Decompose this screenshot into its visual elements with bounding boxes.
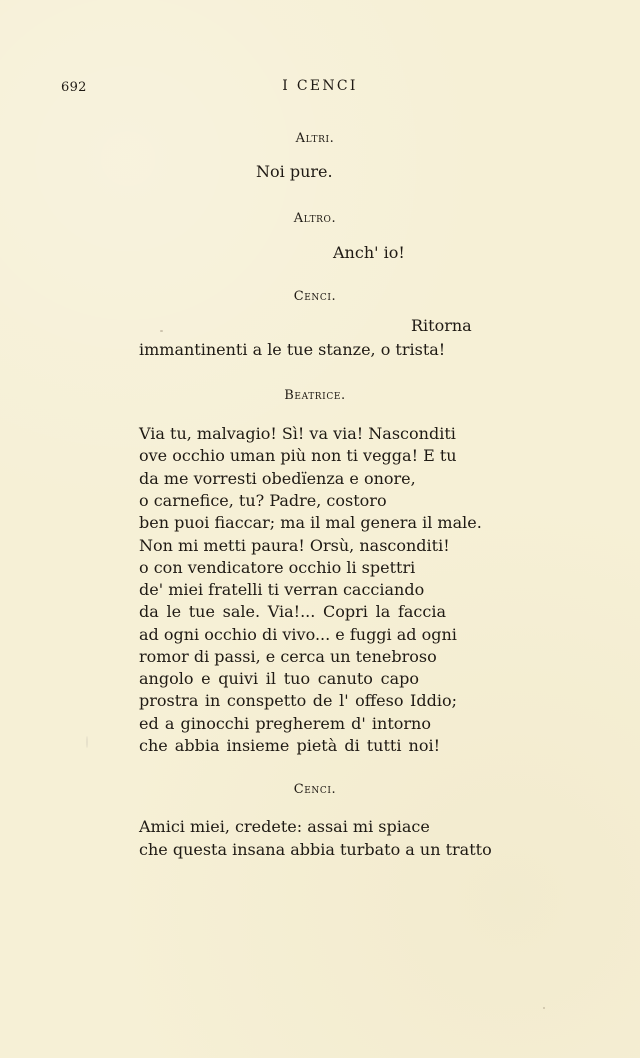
beatrice-line: da me vorresti obedïenza e onore, — [139, 469, 416, 488]
paper-speck — [543, 1007, 545, 1009]
line-anch-io: Anch' io! — [333, 243, 405, 262]
beatrice-line: prostra in conspetto de l' offeso Iddio; — [139, 691, 457, 710]
speaker-altri: Altri. — [295, 131, 335, 146]
beatrice-line: o carnefice, tu? Padre, costoro — [139, 491, 387, 510]
cenci-line: che questa insana abbia turbato a un tratto — [139, 840, 492, 859]
beatrice-line: da le tue sale. Via!... Copri la faccia — [139, 602, 446, 621]
beatrice-line: ed a ginocchi pregherem d' intorno — [139, 714, 431, 733]
line-noi-pure: Noi pure. — [256, 162, 333, 181]
beatrice-line: ad ogni occhio di vivo... e fuggi ad ogni — [139, 625, 457, 644]
beatrice-line: o con vendicatore occhio li spettri — [139, 558, 416, 577]
page-number: 692 — [61, 80, 87, 95]
speaker-cenci-1: Cenci. — [293, 289, 337, 304]
beatrice-line: angolo e quivi il tuo canuto capo — [139, 669, 419, 688]
running-title: I CENCI — [282, 78, 358, 94]
beatrice-line: Non mi metti paura! Orsù, nasconditi! — [139, 536, 450, 555]
beatrice-line: romor di passi, e cerca un tenebroso — [139, 647, 437, 666]
line-ritorna: Ritorna — [411, 316, 472, 335]
speaker-beatrice: Beatrice. — [284, 388, 346, 403]
paper-mark — [86, 736, 88, 748]
beatrice-line: de' miei fratelli ti verran cacciando — [139, 580, 425, 599]
speaker-cenci-2: Cenci. — [293, 782, 337, 797]
cenci-line: Amici miei, credete: assai mi spiace — [139, 817, 430, 836]
beatrice-line: che abbia insieme pietà di tutti noi! — [139, 736, 440, 755]
beatrice-line: ben puoi fiaccar; ma il mal genera il male. — [139, 513, 482, 532]
beatrice-line: Via tu, malvagio! Sì! va via! Nasconditi — [139, 424, 456, 443]
beatrice-line: ove occhio uman più non ti vegga! E tu — [139, 446, 457, 465]
speaker-altro: Altro. — [293, 211, 337, 226]
line-immantinenti: immantinenti a le tue stanze, o trista! — [139, 340, 446, 359]
paper-speck — [160, 330, 163, 332]
